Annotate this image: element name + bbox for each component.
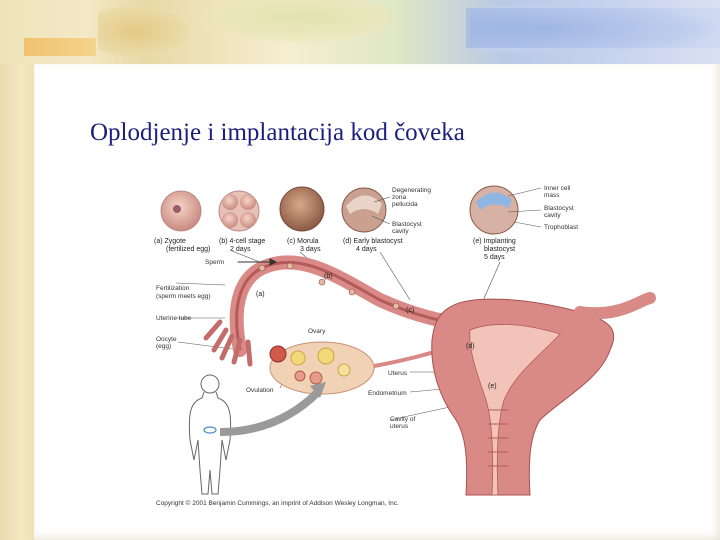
stage-d-sub: 4 days bbox=[356, 246, 377, 253]
four-cell-stage bbox=[219, 191, 259, 231]
stage-cells bbox=[161, 186, 518, 234]
label-blastocyst-cavity-e-2: cavity bbox=[544, 212, 561, 219]
zoom-arrow bbox=[220, 392, 318, 432]
label-degenerating: Degenerating bbox=[392, 187, 432, 194]
label-oocyte-2: (egg) bbox=[156, 343, 172, 350]
label-degenerating-2: zona bbox=[392, 194, 407, 201]
label-cavity-uterus: Cavity of bbox=[390, 416, 416, 423]
stage-b-sub: 2 days bbox=[230, 246, 251, 253]
stage-c-sub: 3 days bbox=[300, 246, 321, 253]
zygote-cell bbox=[161, 191, 201, 231]
label-cavity-uterus-2: uterus bbox=[390, 423, 409, 430]
stage-e-sub: blastocyst bbox=[484, 246, 516, 253]
slide-title: Oplodjenje i implantacija kod čoveka bbox=[90, 119, 465, 146]
implanting-blastocyst bbox=[470, 186, 518, 234]
label-sperm: Sperm bbox=[205, 259, 225, 266]
path-letter-b: (b) bbox=[324, 273, 333, 280]
label-blastocyst-cavity: Blastocyst bbox=[392, 221, 422, 228]
path-letter-a: (a) bbox=[256, 291, 265, 298]
label-blastocyst-cavity-2: cavity bbox=[392, 228, 409, 235]
label-endometrium: Endometrium bbox=[368, 390, 407, 397]
label-inner-cell-2: mass bbox=[544, 192, 560, 199]
stage-a-sub: (fertilized egg) bbox=[166, 246, 211, 253]
label-fertilization-2: (sperm meets egg) bbox=[156, 293, 211, 300]
label-ovary: Ovary bbox=[308, 328, 326, 335]
path-letter-d: (d) bbox=[466, 343, 475, 350]
label-uterus: Uterus bbox=[388, 370, 408, 377]
uterus bbox=[432, 298, 650, 495]
zygote-nucleus bbox=[173, 205, 181, 213]
label-trophoblast: Trophoblast bbox=[544, 224, 579, 231]
path-letter-e: (e) bbox=[488, 383, 497, 390]
path-letter-c: (c) bbox=[406, 307, 415, 314]
stage-c-label: (c) Morula bbox=[287, 238, 319, 245]
morula-cell bbox=[280, 187, 324, 231]
stage-labels bbox=[154, 238, 516, 261]
label-oocyte: Oocyte bbox=[156, 336, 177, 343]
label-inner-cell: Inner cell bbox=[544, 185, 571, 192]
label-ovulation: Ovulation bbox=[246, 387, 274, 394]
label-blastocyst-cavity-e: Blastocyst bbox=[544, 205, 574, 212]
copyright-text: Copyright © 2001 Benjamin Cummings, an imprint of Addison Wesley Longman, Inc. bbox=[156, 500, 399, 507]
stage-a-label: (a) Zygote bbox=[154, 238, 186, 245]
stage-d-label: (d) Early blastocyst bbox=[343, 238, 403, 245]
stage-e-label: (e) Implanting bbox=[473, 238, 516, 245]
stage-b-label: (b) 4-cell stage bbox=[219, 238, 266, 245]
label-fertilization: Fertilization bbox=[156, 285, 190, 292]
label-uterine-tube: Uterine tube bbox=[156, 315, 192, 322]
stage-e-sub2: 5 days bbox=[484, 254, 505, 261]
early-blastocyst bbox=[342, 188, 386, 232]
label-degenerating-3: pellucida bbox=[392, 201, 418, 208]
